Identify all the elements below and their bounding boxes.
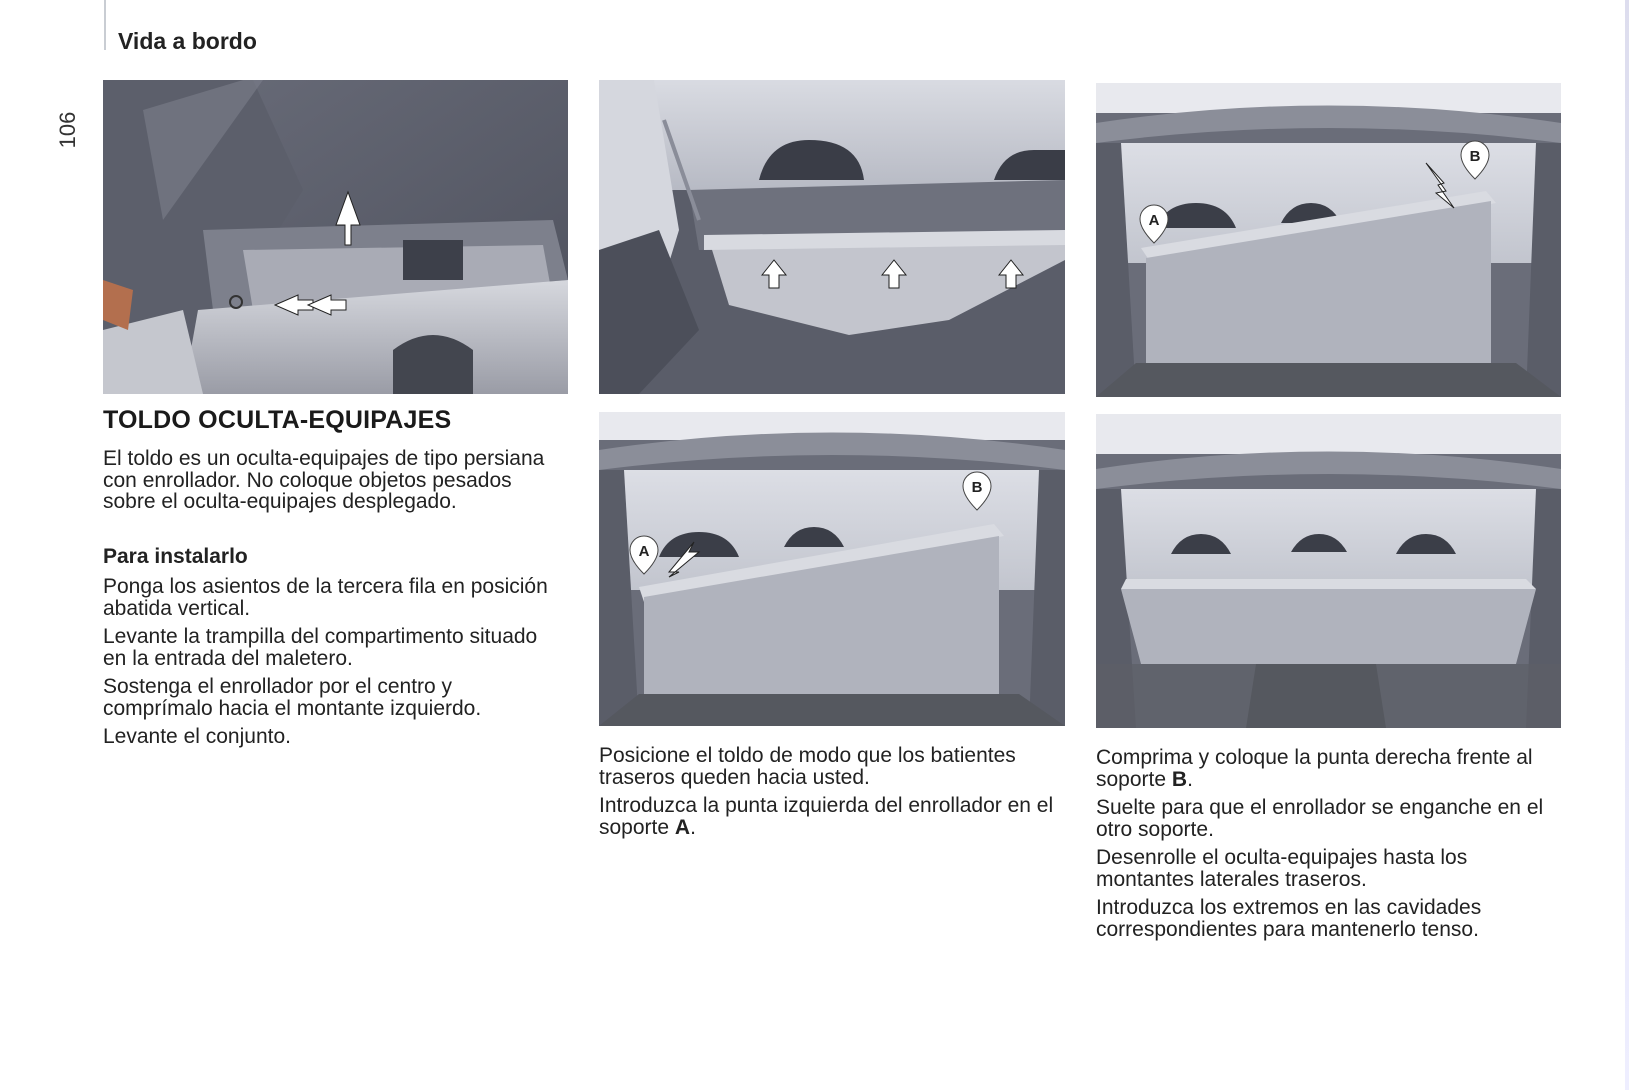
page-title: TOLDO OCULTA-EQUIPAJES: [103, 406, 452, 434]
column-right: [1096, 747, 1566, 947]
step-text: Comprima y coloque la punta derecha frente al soporte: [1096, 746, 1533, 791]
label-a: A: [1148, 212, 1160, 229]
subtitle: Para instalarlo: [103, 544, 248, 568]
photo-trunk-flap: [103, 80, 568, 394]
column-middle: [599, 745, 1069, 845]
label-b: B: [1469, 148, 1481, 165]
section-marker-bar: [104, 0, 106, 50]
page-edge: [1625, 0, 1629, 1090]
step-paragraph: Sostenga el enrollador por el centro y comprímalo hacia el montante izquierdo.: [103, 675, 482, 720]
step-paragraph: Levante el conjunto.: [103, 725, 291, 748]
column-intro: [103, 448, 563, 755]
step-paragraph: Levante la trampilla del compartimento situado en la entrada del maletero.: [103, 625, 538, 670]
step-paragraph: Ponga los asientos de la tercera fila en posición abatida vertical.: [103, 575, 548, 620]
step-paragraph: Introduzca los extremos en las cavidades correspondientes para mantenerlo tenso.: [1096, 896, 1482, 941]
step-paragraph: Posicione el toldo de modo que los batientes traseros queden hacia usted.: [599, 744, 1016, 789]
photo-cover-position: [599, 80, 1065, 394]
label-a: A: [638, 543, 650, 560]
label-b: B: [971, 479, 983, 496]
step-suffix: .: [1187, 767, 1193, 791]
step-paragraph: Desenrolle el oculta-equipajes hasta los montantes laterales traseros.: [1096, 846, 1468, 891]
photo-support-a: [599, 412, 1065, 726]
step-paragraph: [1096, 747, 1566, 790]
page-number: 106: [55, 111, 80, 149]
support-label: A: [674, 815, 691, 839]
photo-cover-installed: [1096, 414, 1561, 728]
step-paragraph: [599, 795, 1069, 838]
step-paragraph: Suelte para que el enrollador se enganche en el otro soporte.: [1096, 796, 1544, 841]
photo-support-b: [1096, 83, 1561, 397]
intro-paragraph: El toldo es un oculta-equipajes de tipo persiana con enrollador. No coloque objetos pesados sobre el oculta-equipajes desplegado.: [103, 447, 545, 513]
section-title: Vida a bordo: [118, 28, 257, 54]
support-label: B: [1171, 767, 1188, 791]
step-suffix: .: [690, 815, 696, 839]
step-text: Introduzca la punta izquierda del enrollador en el soporte: [599, 794, 1054, 839]
